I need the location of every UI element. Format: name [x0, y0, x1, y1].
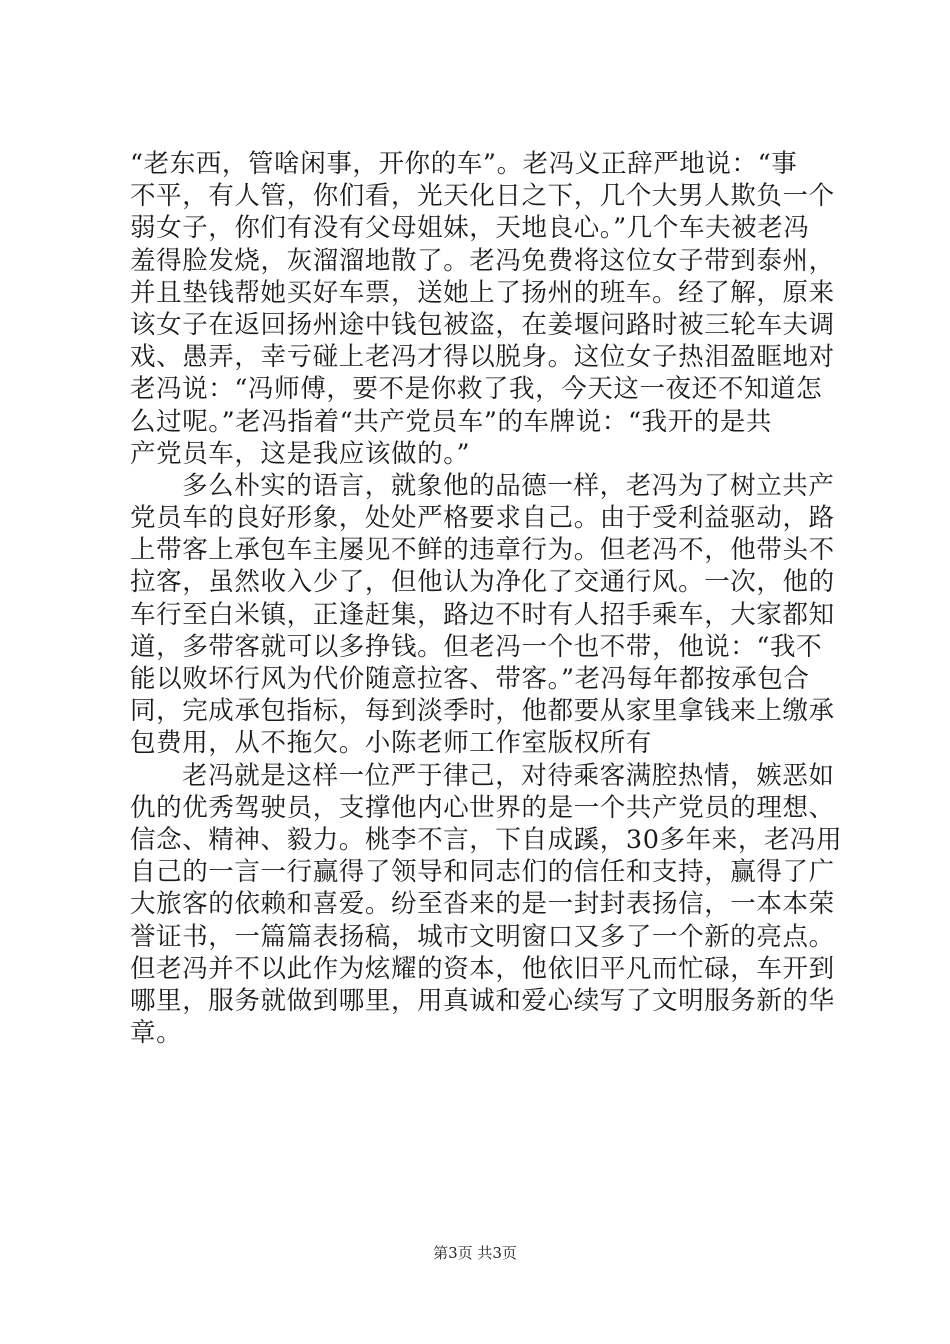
text-line: 产党员车，这是我应该做的。” — [130, 438, 471, 469]
text-line: 党员车的良好形象，处处严格要求自己。由于受利益驱动，路 — [130, 503, 835, 534]
text-line: 能以败坏行风为代价随意拉客、带客。”老冯每年都按承包合 — [130, 664, 810, 694]
text-line: 但老冯并不以此作为炫耀的资本，他依旧平凡而忙碌，车开到 — [130, 953, 835, 984]
text-line: 信念、精神、毅力。桃李不言，下自成蹊，30多年来，老冯用 — [130, 824, 843, 855]
text-line: 道，多带客就可以多挣钱。但老冯一个也不带，他说：“我不 — [130, 631, 823, 662]
text-line: 不平，有人管，你们看，光天化日之下，几个大男人欺负一个 — [130, 181, 835, 212]
text-line: 多么朴实的语言，就象他的品德一样，老冯为了树立共产 — [182, 470, 835, 501]
text-line: 大旅客的依赖和喜爱。纷至沓来的是一封封表扬信，一本本荣 — [130, 889, 835, 920]
paragraph-2 — [130, 470, 835, 760]
text-line: 誉证书，一篇篇表扬稿，城市文明窗口又多了一个新的亮点。 — [130, 921, 835, 952]
text-line: 同，完成承包指标，每到淡季时，他都要从家里拿钱来上缴承 — [130, 696, 835, 727]
text-line: 哪里，服务就做到哪里，用真诚和爱心续写了文明服务新的华 — [130, 985, 835, 1016]
text-line: 弱女子，你们有没有父母姐妹，天地良心。”几个车夫被老冯 — [130, 213, 810, 244]
text-line: 包费用，从不拖欠。小陈老师工作室版权所有 — [130, 728, 653, 759]
text-line: 么过呢。”老冯指着“共产党员车”的车牌说：“我开的是共 — [130, 406, 773, 437]
text-line: 上带客上承包车主屡见不鲜的违章行为。但老冯不，他带头不 — [130, 535, 835, 566]
text-line: 并且垫钱帮她买好车票，送她上了扬州的班车。经了解，原来 — [130, 277, 835, 308]
text-line: 戏、愚弄，幸亏碰上老冯才得以脱身。这位女子热泪盈眶地对 — [130, 342, 835, 373]
text-line: 章。 — [130, 1018, 183, 1049]
page-number: 第3页 共3页 — [433, 1244, 517, 1262]
text-line: 老冯就是这样一位严于律己，对待乘客满腔热情，嫉恶如 — [182, 760, 835, 791]
text-line: 仇的优秀驾驶员，支撑他内心世界的是一个共产党员的理想、 — [130, 792, 835, 823]
text-line: 老冯说：“冯师傅，要不是你救了我，今天这一夜还不知道怎 — [130, 374, 823, 405]
text-line: 车行至白米镇，正逢赶集，路边不时有人招手乘车，大家都知 — [130, 599, 835, 630]
text-line: 该女子在返回扬州途中钱包被盗，在姜堰问路时被三轮车夫调 — [130, 309, 835, 340]
text-line: 自己的一言一行赢得了领导和同志们的信任和支持，赢得了广 — [130, 857, 835, 888]
text-line: 羞得脸发烧，灰溜溜地散了。老冯免费将这位女子带到泰州， — [130, 245, 835, 276]
document-body — [130, 148, 843, 1049]
paragraph-3 — [130, 760, 843, 1050]
paragraph-1 — [130, 148, 835, 470]
text-line: 拉客，虽然收入少了，但他认为净化了交通行风。一次，他的 — [130, 567, 835, 598]
page-footer — [0, 1243, 950, 1263]
text-line: “老东西，管啥闲事，开你的车”。老冯义正辞严地说：“事 — [130, 149, 798, 179]
